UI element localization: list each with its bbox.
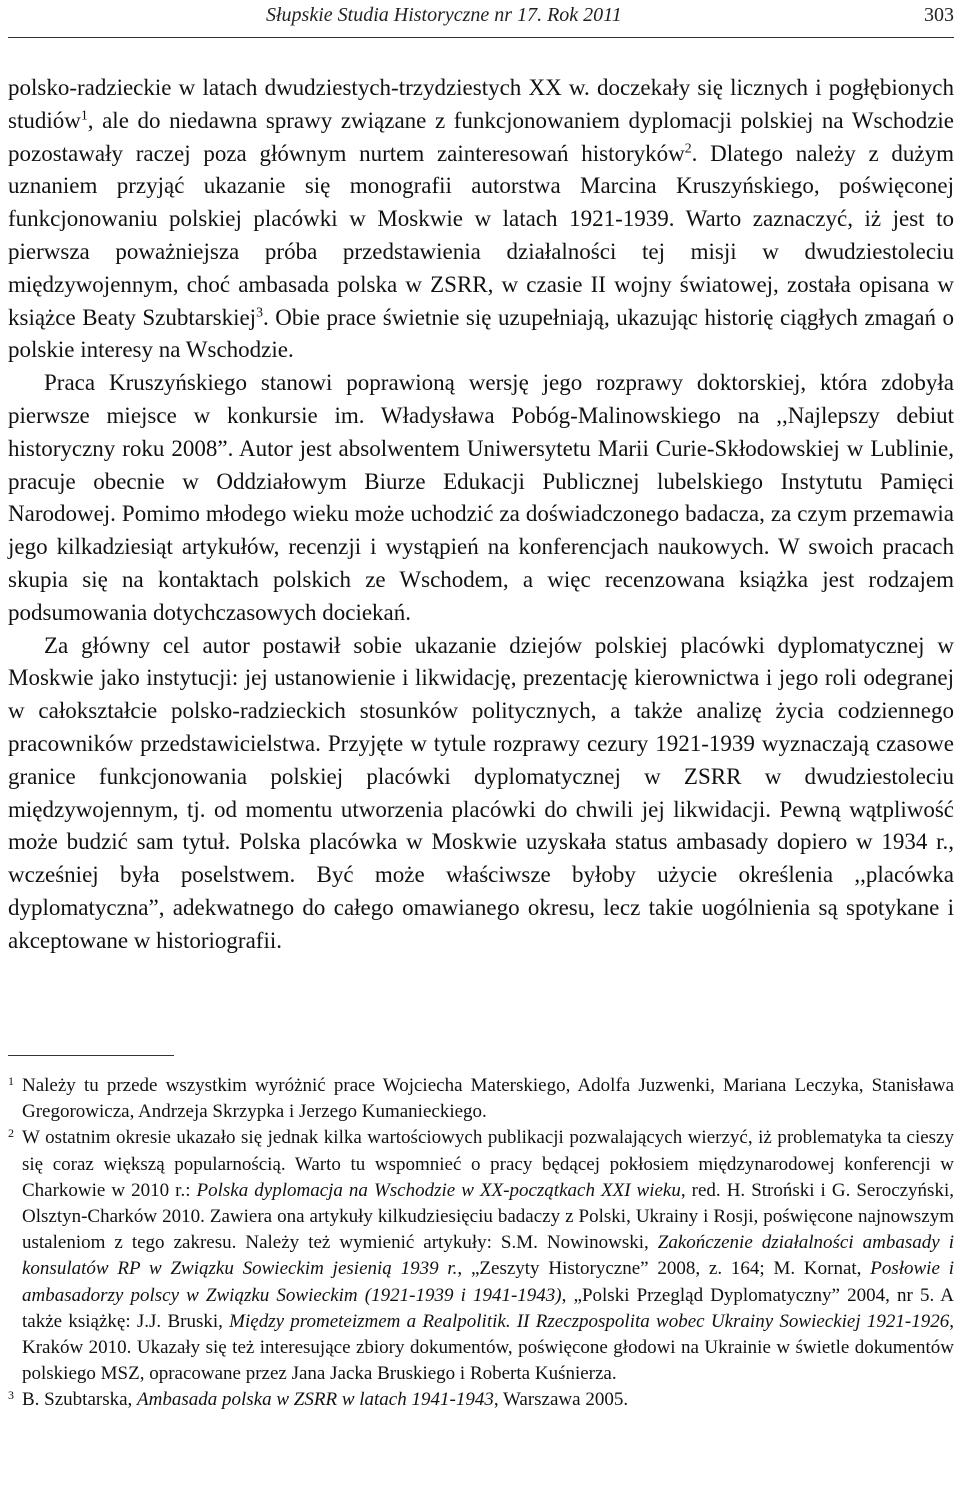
footnotes bbox=[8, 1073, 954, 1414]
paragraph-3: Za główny cel autor postawił sobie ukazanie dziejów polskiej placówki dyplomatycznej w Moskwie jako instytucji: jej ustanowienie i likwidację, prezentację kierownictwa i jego roli odegranej w całokształcie polsko-radzieckich stosunków politycznych, a także analizę życia codziennego pracowników przedstawicielstwa. Przyjęte w tytule rozprawy cezury 1921-1939 wyznaczają czasowe granice funkcjonowania polskiej placówki dyplomatycznej w ZSRR w dwudziestoleciu międzywojennym, tj. od momentu utworzenia placówki do chwili jej likwidacji. Pewną wątpliwość może budzić sam tytuł. Polska placówka w Moskwie uzyskała status ambasady dopiero w 1934 r., wcześniej była poselstwem. Być może właściwsze byłoby użycie określenia ,,placówka dyplomatyczna”, adekwatnego do całego omawianego okresu, lecz takie uogólnienia są spotykane i akceptowane w historiografii. bbox=[8, 632, 954, 953]
footnote-2-text-e: , Kraków 2010. Ukazały się też interesujące zbiory dokumentów, poświęcone głodowi na Ukrainie w świetle dokumentów polskiego MSZ, opracowane przez Jana Jacka Bruskiego i Roberta Kuśnierza. bbox=[22, 1310, 954, 1385]
footnote-2 bbox=[8, 1125, 954, 1387]
footnote-2-mark: 2 bbox=[8, 1126, 14, 1141]
paragraph-1 bbox=[8, 72, 954, 367]
p1-text-d: . Obie prace świetnie się uzupełniają, ukazując historię ciągłych zmagań o polskie interesy na Wschodzie. bbox=[8, 304, 954, 363]
footnote-3-title-1: Ambasada polska w ZSRR w latach 1941-1943 bbox=[137, 1389, 494, 1411]
footnote-2-title-3: Posłowie i ambasadorzy polscy w Związku Sowieckim (1921-1939 i 1941-1943) bbox=[22, 1258, 954, 1306]
journal-title: Słupskie Studia Historyczne nr 17. Rok 2011 bbox=[266, 4, 622, 26]
footnote-ref-3: 3 bbox=[256, 303, 263, 319]
footnote-1 bbox=[8, 1073, 954, 1125]
footnote-3-mark: 3 bbox=[8, 1388, 14, 1403]
p1-text-c: . Dlatego należy z dużym uznaniem przyjąć ukazanie się monografii autorstwa Marcina Kruszyńskiego, poświęconej funkcjonowaniu polskiej placówki w Moskwie w latach 1921-1939. Warto zaznaczyć, iż jest to pierwsza poważniejsza próba przedstawienia działalności tej misji w dwudziestoleciu międzywojennym, choć ambasada polska w ZSRR, w czasie II wojny światowej, została opisana w książce Beaty Szubtarskiej bbox=[8, 140, 954, 330]
footnote-divider bbox=[8, 1055, 174, 1056]
paragraph-2: Praca Kruszyńskiego stanowi poprawioną wersję jego rozprawy doktorskiej, która zdobyła pierwsze miejsce w konkursie im. Władysława Pobóg-Malinowskiego na ,,Najlepszy debiut historyczny roku 2008”. Autor jest absolwentem Uniwersytetu Marii Curie-Skłodowskiej w Lublinie, pracuje obecnie w Oddziałowym Biurze Edukacji Publicznej lubelskiego Instytutu Pamięci Narodowej. Pomimo młodego wieku może uchodzić za doświadczonego badacza, za czym przemawia jego kilkadziesiąt artykułów, recenzji i wystąpień na konferencjach naukowych. W swoich pracach skupia się na kontaktach polskich ze Wschodem, a więc recenzowana książka jest rodzajem podsumowania dotychczasowych dociekań. bbox=[8, 370, 954, 625]
footnote-2-title-1: Polska dyplomacja na Wschodzie w XX-początkach XXI wieku bbox=[196, 1179, 681, 1201]
header-divider bbox=[8, 37, 954, 38]
footnote-3-text-a: B. Szubtarska, bbox=[22, 1389, 138, 1411]
footnote-1-text: Należy tu przede wszystkim wyróżnić prace Wojciecha Materskiego, Adolfa Juzwenki, Mariana Leczyka, Stanisława Gregorowicza, Andrzeja Skrzypka i Jerzego Kumanieckiego. bbox=[22, 1075, 954, 1123]
footnote-3-text-b: , Warszawa 2005. bbox=[493, 1389, 629, 1411]
footnote-2-text-d: , „Polski Przegląd Dyplomatyczny” 2004, nr 5. A także książkę: J.J. Bruski, bbox=[22, 1284, 955, 1332]
p1-text-b: , ale do niedawna sprawy związane z funkcjonowaniem dyplomacji polskiej na Wschodzie pozostawały raczej poza głównym nurtem zainteresowań historyków bbox=[8, 107, 954, 166]
footnote-2-title-2: Zakończenie działalności ambasady i konsulatów RP w Związku Sowieckim jesienią 1939 r. bbox=[22, 1232, 954, 1280]
p1-text-a: polsko-radzieckie w latach dwudziestych-trzydziestych XX w. doczekały się licznych i pogłębionych studiów bbox=[8, 75, 954, 133]
footnote-2-title-4: Między prometeizmem a Realpolitik. II Rzeczpospolita wobec Ukrainy Sowieckiej 1921-1926 bbox=[229, 1310, 950, 1332]
footnote-2-text-a: W ostatnim okresie ukazało się jednak kilka wartościowych publikacji pozwalających wierzyć, iż problematyka ta cieszy się coraz większą popularnością. Warto tu wspomnieć o pracy będącej pokłosiem międzynarodowej konferencji w Charkowie w 2010 r.: bbox=[22, 1127, 954, 1201]
footnote-ref-1: 1 bbox=[80, 107, 88, 123]
footnote-ref-2: 2 bbox=[684, 139, 692, 155]
footnote-2-text-b: , red. H. Stroński i G. Seroczyński, Olsztyn-Charków 2010. Zawiera ona artykuły kilkudziesięciu badaczy z Polski, Ukrainy i Rosji, poświęcone najnowszym ustaleniom z tego zakresu. Należy też wymienić artykuły: S.M. Nowinowski, bbox=[22, 1179, 954, 1254]
footnote-3 bbox=[8, 1387, 954, 1413]
footnote-2-text-c: , „Zeszyty Historyczne” 2008, z. 164; M. Kornat, bbox=[457, 1258, 871, 1280]
main-text bbox=[8, 72, 954, 958]
running-header bbox=[8, 4, 954, 34]
footnote-1-mark: 1 bbox=[8, 1074, 14, 1088]
page-number: 303 bbox=[924, 4, 954, 26]
